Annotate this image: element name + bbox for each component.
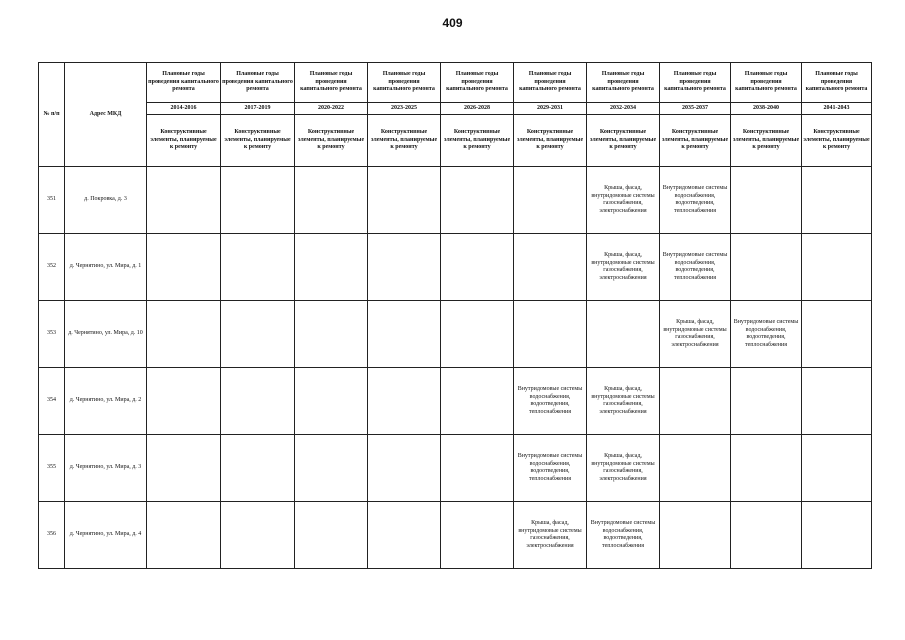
period-years: 2032-2034 <box>587 103 660 115</box>
repair-elements-cell <box>587 301 660 368</box>
table-row <box>39 167 872 234</box>
row-address: д. Чернятино, ул. Мира, д. 4 <box>65 502 147 569</box>
repair-elements-cell <box>147 368 221 435</box>
period-years: 2014-2016 <box>147 103 221 115</box>
period-elements: Конструктивные элементы, планируемые к ремонту <box>514 115 587 167</box>
repair-elements-cell: Крыша, фасад, внутридомовые системы газоснабжения, электроснабжения <box>514 502 587 569</box>
repair-elements-cell <box>147 502 221 569</box>
repair-elements-cell <box>731 368 802 435</box>
row-address: д. Покровка, д. 3 <box>65 167 147 234</box>
period-title: Плановые годы проведения капитального ремонта <box>221 63 295 103</box>
period-years: 2038-2040 <box>731 103 802 115</box>
table-row <box>39 502 872 569</box>
repair-elements-cell <box>221 234 295 301</box>
period-elements: Конструктивные элементы, планируемые к ремонту <box>221 115 295 167</box>
period-title: Плановые годы проведения капитального ремонта <box>587 63 660 103</box>
row-address: д. Чернятино, ул. Мира, д. 3 <box>65 435 147 502</box>
period-years: 2020-2022 <box>295 103 368 115</box>
period-title: Плановые годы проведения капитального ремонта <box>514 63 587 103</box>
period-title: Плановые годы проведения капитального ремонта <box>441 63 514 103</box>
period-years: 2023-2025 <box>368 103 441 115</box>
repair-elements-cell <box>295 368 368 435</box>
repair-elements-cell <box>221 502 295 569</box>
row-number: 351 <box>39 167 65 234</box>
period-elements: Конструктивные элементы, планируемые к ремонту <box>441 115 514 167</box>
repair-elements-cell <box>295 435 368 502</box>
repair-elements-cell <box>731 435 802 502</box>
repair-elements-cell <box>441 368 514 435</box>
period-years: 2029-2031 <box>514 103 587 115</box>
repair-elements-cell <box>295 167 368 234</box>
repair-elements-cell <box>221 435 295 502</box>
repair-elements-cell <box>802 368 872 435</box>
period-title: Плановые годы проведения капитального ремонта <box>731 63 802 103</box>
table-row <box>39 301 872 368</box>
period-elements: Конструктивные элементы, планируемые к ремонту <box>295 115 368 167</box>
repair-elements-cell <box>295 234 368 301</box>
repair-elements-cell <box>514 301 587 368</box>
table-row <box>39 435 872 502</box>
repair-elements-cell: Внутридомовые системы водоснабжения, водоотведения, теплоснабжения <box>587 502 660 569</box>
repair-elements-cell <box>147 234 221 301</box>
repair-elements-cell <box>802 502 872 569</box>
period-elements: Конструктивные элементы, планируемые к ремонту <box>802 115 872 167</box>
table-row <box>39 234 872 301</box>
repair-elements-cell <box>147 167 221 234</box>
repair-elements-cell <box>147 301 221 368</box>
repair-elements-cell <box>514 167 587 234</box>
period-title: Плановые годы проведения капитального ремонта <box>368 63 441 103</box>
period-title: Плановые годы проведения капитального ремонта <box>295 63 368 103</box>
repair-elements-cell: Крыша, фасад, внутридомовые системы газоснабжения, электроснабжения <box>660 301 731 368</box>
repair-elements-cell <box>221 368 295 435</box>
period-elements: Конструктивные элементы, планируемые к ремонту <box>587 115 660 167</box>
col-header-number: № п/п <box>39 63 65 167</box>
row-number: 355 <box>39 435 65 502</box>
period-title: Плановые годы проведения капитального ремонта <box>660 63 731 103</box>
repair-elements-cell: Крыша, фасад, внутридомовые системы газоснабжения, электроснабжения <box>587 167 660 234</box>
repair-elements-cell <box>368 301 441 368</box>
repair-elements-cell: Внутридомовые системы водоснабжения, водоотведения, теплоснабжения <box>660 167 731 234</box>
repair-elements-cell: Внутридомовые системы водоснабжения, водоотведения, теплоснабжения <box>731 301 802 368</box>
repair-elements-cell <box>295 502 368 569</box>
period-elements: Конструктивные элементы, планируемые к ремонту <box>368 115 441 167</box>
repair-elements-cell: Внутридомовые системы водоснабжения, водоотведения, теплоснабжения <box>514 435 587 502</box>
repair-elements-cell <box>731 167 802 234</box>
repair-elements-cell: Внутридомовые системы водоснабжения, водоотведения, теплоснабжения <box>660 234 731 301</box>
repair-elements-cell <box>368 368 441 435</box>
table-body <box>39 167 872 569</box>
row-address: д. Чернятино, ул. Мира, д. 2 <box>65 368 147 435</box>
repair-elements-cell: Крыша, фасад, внутридомовые системы газоснабжения, электроснабжения <box>587 234 660 301</box>
row-number: 353 <box>39 301 65 368</box>
period-years: 2017-2019 <box>221 103 295 115</box>
repair-elements-cell <box>802 167 872 234</box>
repair-elements-cell <box>731 234 802 301</box>
repair-elements-cell <box>295 301 368 368</box>
table-row <box>39 368 872 435</box>
repair-elements-cell <box>731 502 802 569</box>
row-number: 356 <box>39 502 65 569</box>
row-number: 352 <box>39 234 65 301</box>
repair-elements-cell <box>368 167 441 234</box>
period-elements: Конструктивные элементы, планируемые к ремонту <box>731 115 802 167</box>
repair-elements-cell <box>441 167 514 234</box>
repair-elements-cell <box>802 301 872 368</box>
repair-elements-cell <box>802 234 872 301</box>
repair-elements-cell <box>368 234 441 301</box>
repair-elements-cell <box>660 368 731 435</box>
table-header <box>39 63 872 167</box>
col-header-address: Адрес МКД <box>65 63 147 167</box>
capital-repair-table <box>38 62 872 569</box>
repair-elements-cell <box>441 234 514 301</box>
repair-elements-cell: Внутридомовые системы водоснабжения, водоотведения, теплоснабжения <box>514 368 587 435</box>
repair-elements-cell <box>514 234 587 301</box>
page-number: 409 <box>442 16 463 30</box>
row-number: 354 <box>39 368 65 435</box>
repair-elements-cell <box>441 301 514 368</box>
repair-elements-cell: Крыша, фасад, внутридомовые системы газоснабжения, электроснабжения <box>587 435 660 502</box>
period-years: 2035-2037 <box>660 103 731 115</box>
period-years: 2026-2028 <box>441 103 514 115</box>
period-years: 2041-2043 <box>802 103 872 115</box>
repair-elements-cell <box>221 301 295 368</box>
repair-elements-cell <box>441 435 514 502</box>
period-elements: Конструктивные элементы, планируемые к ремонту <box>147 115 221 167</box>
repair-elements-cell <box>221 167 295 234</box>
repair-elements-cell <box>802 435 872 502</box>
repair-elements-cell <box>441 502 514 569</box>
repair-elements-cell <box>368 435 441 502</box>
repair-elements-cell <box>660 435 731 502</box>
repair-elements-cell <box>368 502 441 569</box>
repair-elements-cell <box>147 435 221 502</box>
period-elements: Конструктивные элементы, планируемые к ремонту <box>660 115 731 167</box>
period-title: Плановые годы проведения капитального ремонта <box>147 63 221 103</box>
repair-elements-cell: Крыша, фасад, внутридомовые системы газоснабжения, электроснабжения <box>587 368 660 435</box>
repair-elements-cell <box>660 502 731 569</box>
row-address: д. Чернятино, ул. Мира, д. 1 <box>65 234 147 301</box>
row-address: д. Чернятино, ул. Мира, д. 10 <box>65 301 147 368</box>
period-title: Плановые годы проведения капитального ремонта <box>802 63 872 103</box>
